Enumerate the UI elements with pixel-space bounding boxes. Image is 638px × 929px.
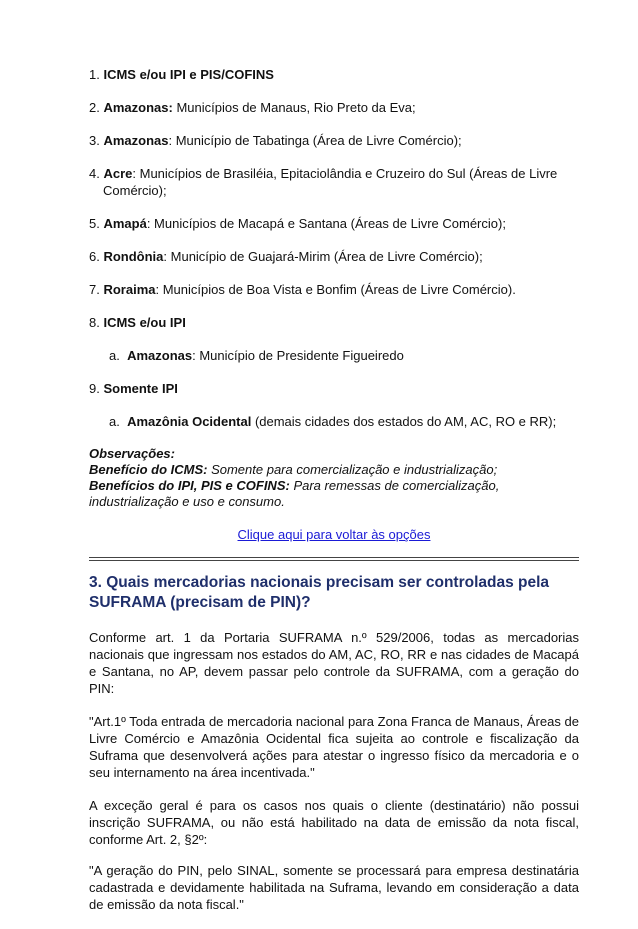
icms-label: Benefício do ICMS: <box>89 462 208 477</box>
list-text: : Município de Guajará-Mirim (Área de Livre Comércio); <box>163 249 483 264</box>
list-bold-text: Somente IPI <box>103 381 178 396</box>
sub-text: : Município de Presidente Figueiredo <box>192 348 404 363</box>
paragraph-portaria: Conforme art. 1 da Portaria SUFRAMA n.º 529/2006, todas as mercadorias nacionais que ingressam nos estados do AM, AC, RO, RR e nas cidades de Macapá e Santana, no AP, devem passar pelo controle da SUFRAMA, com a geração do PIN: <box>89 630 579 696</box>
list-item-3 <box>89 132 579 149</box>
list-number: 8. <box>89 315 100 330</box>
back-link-row <box>89 526 579 543</box>
list-bold-text: Amapá <box>103 216 147 231</box>
list-number: 3. <box>89 133 100 148</box>
observations-heading: Observações: <box>89 446 175 461</box>
back-to-options-link[interactable]: Clique aqui para voltar às opções <box>237 527 431 542</box>
list-number: 2. <box>89 100 100 115</box>
list-item-7 <box>89 281 579 298</box>
divider-line <box>89 557 579 558</box>
divider-line <box>89 560 579 561</box>
list-item-1 <box>89 66 579 83</box>
document-page <box>89 66 579 929</box>
paragraph-art2-quote: "A geração do PIN, pelo SINAL, somente se processará para empresa destinatária cadastrada e devidamente habilitada na Suframa, levando em consideração a data de emissão da nota fiscal." <box>89 863 579 912</box>
list-number: 6. <box>89 249 100 264</box>
list-text: : Município de Tabatinga (Área de Livre Comércio); <box>168 133 462 148</box>
sub-text: (demais cidades dos estados do AM, AC, RO e RR); <box>251 414 557 429</box>
list-bold-text: Acre <box>103 166 133 181</box>
list-text: : Municípios de Macapá e Santana (Áreas de Livre Comércio); <box>146 216 506 231</box>
list-number: 5. <box>89 216 100 231</box>
paragraph-exception: A exceção geral é para os casos nos quais o cliente (destinatário) não possui inscrição SUFRAMA, ou não está habilitado na data de emissão da nota fiscal, conforme Art. 2, §2º: <box>89 798 579 847</box>
list-item-9 <box>89 380 579 397</box>
ipi-label: Benefícios do IPI, PIS e COFINS: <box>89 478 290 493</box>
observations-block <box>89 446 579 510</box>
list-number: 7. <box>89 282 100 297</box>
icms-text: Somente para comercialização e industrialização; <box>207 462 498 477</box>
ipi-text: Para remessas de comercialização, industrialização e uso e consumo. <box>89 478 500 509</box>
list-item-8 <box>89 314 579 331</box>
list-number: 9. <box>89 381 100 396</box>
list-item-4 <box>89 165 579 199</box>
paragraph-art1-quote: "Art.1º Toda entrada de mercadoria nacional para Zona Franca de Manaus, Áreas de Livre Comércio e Amazônia Ocidental fica sujeita ao controle e fiscalização da Suframa que desenvolverá ações para atestar o ingresso físico da mercadoria e o seu internamento na área incentivada." <box>89 714 579 780</box>
sub-letter: a. <box>109 348 120 363</box>
sub-bold-text: Amazonas <box>127 348 193 363</box>
sub-bold-text: Amazônia Ocidental <box>127 414 252 429</box>
sub-letter: a. <box>109 414 120 429</box>
list-bold-text: Roraima <box>103 282 156 297</box>
section-title: 3. Quais mercadorias nacionais precisam ser controladas pela SUFRAMA (precisam de PIN)? <box>89 574 550 611</box>
list-number: 1. <box>89 67 100 82</box>
list-number: 4. <box>89 166 100 181</box>
list-bold-text: ICMS e/ou IPI e PIS/COFINS <box>103 67 274 82</box>
sub-item-a-amazonas <box>89 347 579 364</box>
list-bold-text: Rondônia <box>103 249 164 264</box>
list-item-6 <box>89 248 579 265</box>
sub-item-a-amazonia-ocidental <box>89 413 579 430</box>
list-text: : Municípios de Boa Vista e Bonfim (Áreas de Livre Comércio). <box>155 282 516 297</box>
list-bold-text: ICMS e/ou IPI <box>103 315 186 330</box>
section-divider <box>89 557 579 561</box>
list-bold-text: Amazonas <box>103 133 169 148</box>
list-text: Municípios de Manaus, Rio Preto da Eva; <box>172 100 416 115</box>
list-item-5 <box>89 215 579 232</box>
list-text: : Municípios de Brasiléia, Epitaciolândia e Cruzeiro do Sul (Áreas de Livre Comércio); <box>103 166 558 198</box>
list-bold-text: Amazonas: <box>103 100 173 115</box>
list-item-2 <box>89 99 579 116</box>
